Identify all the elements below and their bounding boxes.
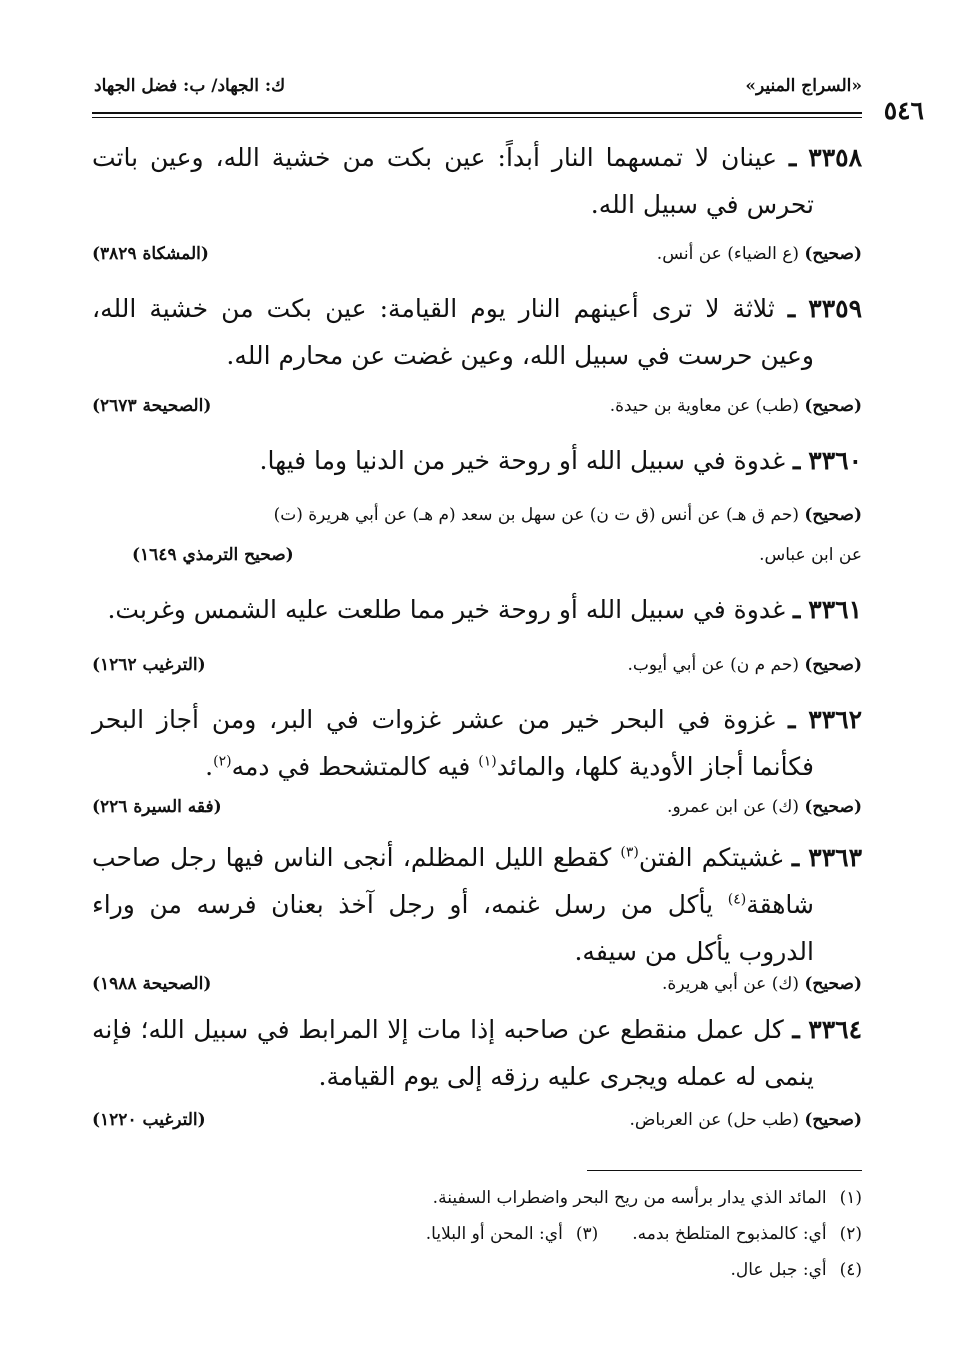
hadith-3361: ٣٣٦١ ـ غدوة في سبيل الله أو روحة خير مما طلعت عليه الشمس وغربت. (107, 595, 862, 624)
reference: (المشكاة ٣٨٢٩) (92, 244, 209, 264)
hadith-text: ينمى له عمله ويجرى عليه رزقه إلى يوم القيامة. (318, 1062, 814, 1091)
footnote-text: أي: المحن أو البلايا. (425, 1224, 563, 1244)
grade: (صحيح) (804, 797, 862, 817)
footnote-marker: (١) (478, 753, 497, 770)
footnote-marker: (٢) (213, 753, 232, 770)
reference: (الترغيب ١٢٢٠) (92, 1110, 206, 1130)
hadith-3362-source (92, 797, 862, 821)
hadith-3360-source-cont (92, 545, 862, 569)
narration-source: (ع الضياء) عن أنس. (656, 244, 799, 264)
grade: (صحيح) (804, 974, 862, 994)
hadith-text: عينان لا تمسهما النار أبداً: عين بكت من خشية الله، وعين باتت (92, 143, 778, 172)
footnote-text: أي: جبل عال. (730, 1260, 827, 1280)
reference: (فقه السيرة ٢٢٦) (92, 797, 222, 817)
hadith-number: ٣٣٥٨ (808, 143, 862, 172)
hadith-number: ٣٣٦٠ (808, 446, 862, 475)
header-rule-thin (92, 117, 862, 118)
hadith-text: غزوة في البحر خير من عشر غزوات في البر، ومن أجاز البحر (92, 705, 776, 734)
hadith-3362: ٣٣٦٢ ـ غزوة في البحر خير من عشر غزوات في البر، ومن أجاز البحر فكأنما أجاز الأودية كلها، والمائد$^{(١)}$ فيه كالمتشحط في دمه$^{(٢)}$. (92, 696, 862, 790)
hadith-number: ٣٣٦٣ (808, 843, 862, 872)
hadith-text: ثلاثة لا ترى أعينهم النار يوم القيامة: عين بكت من خشية الله، (92, 294, 775, 323)
footnote-rule (587, 1170, 862, 1171)
footnote-4 (730, 1260, 862, 1280)
footnote-number: (١) (839, 1188, 862, 1208)
hadith-3363-source (92, 974, 862, 998)
narration-source: (حم ق هـ) عن أنس (ق ت ن) عن سهل بن سعد (م هـ) عن أبي هريرة (ت) (273, 505, 799, 525)
footnote-text: المائد الذي يدار برأسه من ريح البحر واضطراب السفينة. (432, 1188, 827, 1208)
hadith-3364: ٣٣٦٤ ـ كل عمل منقطع عن صاحبه إذا مات إلا المرابط في سبيل الله؛ فإنه ينمى له عمله ويجرى عليه رزقه إلى يوم القيامة. (92, 1006, 862, 1100)
hadith-3358: ٣٣٥٨ ـ عينان لا تمسهما النار أبداً: عين بكت من خشية الله، وعين باتت تحرس في سبيل الله. (92, 134, 862, 228)
hadith-3364-source (92, 1110, 862, 1134)
footnote-number: (٤) (839, 1260, 862, 1280)
reference: (الترغيب ١٢٦٢) (92, 655, 206, 675)
page-number: ٥٤٦ (883, 96, 924, 125)
narration-source: (طب حل) عن العرباض. (629, 1110, 799, 1130)
footnote-2-3 (426, 1224, 862, 1244)
hadith-3359-source (92, 396, 862, 420)
grade: (صحيح) (804, 396, 862, 416)
narration-source: (ك) عن ابن عمرو. (667, 797, 799, 817)
hadith-3361-source (92, 655, 862, 679)
narration-source: (طب) عن معاوية بن حيدة. (609, 396, 799, 416)
narration-source: عن ابن عباس. (759, 545, 862, 565)
hadith-3360-source (92, 505, 862, 529)
hadith-3363: ٣٣٦٣ ـ غشيتكم الفتن$^{(٣)}$ كقطع الليل المظلم، أنجى الناس فيها رجل صاحب شاهقة$^{(٤)}$ يأكل من رسل غنمه، أو رجل آخذ بعنان فرسه من وراء الدروب يأكل من سيفه. (92, 834, 862, 975)
header-book-title: «السراج المنير» (745, 76, 862, 96)
hadith-text: غدوة في سبيل الله أو روحة خير من الدنيا وما فيها. (259, 446, 786, 475)
footnote-text: أي: كالمذبوح المتلطخ بدمه. (632, 1224, 827, 1244)
header-rule-thick (92, 112, 862, 114)
footnote-1 (433, 1188, 862, 1208)
hadith-3358-source (92, 244, 862, 268)
hadith-number: ٣٣٦١ (808, 595, 862, 624)
hadith-text: تحرس في سبيل الله. (590, 190, 814, 219)
hadith-3359: ٣٣٥٩ ـ ثلاثة لا ترى أعينهم النار يوم القيامة: عين بكت من خشية الله، وعين حرست في سبيل الله، وعين غضت عن محارم الله. (92, 285, 862, 379)
hadith-text: كل عمل منقطع عن صاحبه إذا مات إلا المرابط في سبيل الله؛ فإنه (92, 1015, 784, 1044)
grade: (صحيح) (804, 244, 862, 264)
reference: (الصحيحة ١٩٨٨) (92, 974, 212, 994)
hadith-text: غدوة في سبيل الله أو روحة خير مما طلعت عليه الشمس وغربت. (107, 595, 786, 624)
grade: (صحيح) (804, 655, 862, 675)
reference: (الصحيحة ٢٦٧٣) (92, 396, 212, 416)
reference: (صحيح الترمذي ١٦٤٩) (132, 545, 294, 565)
footnote-marker: (٣) (620, 844, 639, 861)
grade: (صحيح) (804, 1110, 862, 1130)
hadith-text: شاهقة$^{(٤)}$ يأكل من رسل غنمه، أو رجل آخذ بعنان فرسه من وراء (92, 890, 814, 919)
hadith-3360: ٣٣٦٠ ـ غدوة في سبيل الله أو روحة خير من الدنيا وما فيها. (259, 446, 862, 475)
hadith-number: ٣٣٦٢ (808, 705, 863, 734)
footnote-number: (٢) (839, 1224, 862, 1244)
footnote-number: (٣) (575, 1224, 599, 1244)
header-chapter: ك: الجهاد/ ب: فضل الجهاد (94, 76, 286, 96)
hadith-text: فكأنما أجاز الأودية كلها، والمائد$^{(١)}$ فيه كالمتشحط في دمه$^{(٢)}$. (205, 752, 814, 781)
footnote-marker: (٤) (727, 891, 747, 908)
hadith-number: ٣٣٥٩ (808, 294, 863, 323)
hadith-number: ٣٣٦٤ (808, 1015, 863, 1044)
hadith-text: وعين حرست في سبيل الله، وعين غضت عن محارم الله. (226, 341, 814, 370)
hadith-text: الدروب يأكل من سيفه. (574, 937, 814, 966)
grade: (صحيح) (804, 505, 862, 525)
narration-source: (حم م ن) عن أبي أيوب. (627, 655, 799, 675)
narration-source: (ك) عن أبي هريرة. (662, 974, 799, 994)
